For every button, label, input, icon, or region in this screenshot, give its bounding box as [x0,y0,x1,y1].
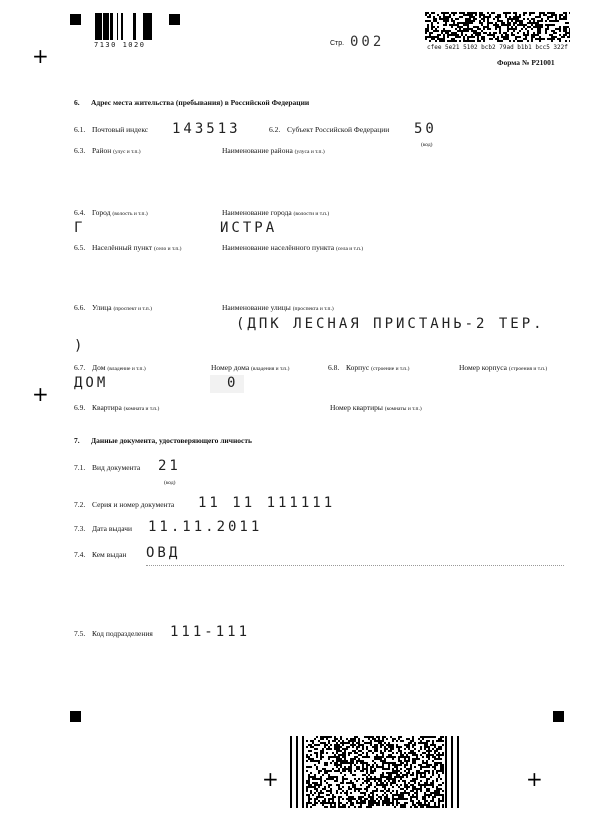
house-number-label: Номер дома (владения и т.п.) [211,363,290,372]
subject-label: Субъект Российской Федерации [287,125,390,134]
city-num: 6.4. [74,208,86,217]
doc-type-code-note: (код) [164,480,176,486]
corner-marker-top-mid [169,14,180,25]
corner-marker-top-left [70,14,81,25]
building-num: 6.8. [328,363,340,372]
postal-num: 6.1. [74,125,86,134]
street-name-field-line1[interactable]: (ДПК ЛЕСНАЯ ПРИСТАНЬ-2 ТЕР. [236,316,545,332]
subject-code-note: (код) [421,142,433,148]
doc-type-num: 7.1. [74,463,86,472]
city-name-field[interactable]: ИСТРА [220,220,278,236]
building-label: Корпус (строение и т.п.) [346,363,410,372]
issued-by-dotted-line [146,565,564,566]
registration-cross-mid-left: + [32,382,49,406]
street-label: Улица (проспект и т.п.) [92,303,152,312]
doc-type-label: Вид документа [92,463,141,472]
apartment-number-label: Номер квартиры (комнаты и т.п.) [330,403,422,412]
section-6-title: Адрес места жительства (пребывания) в Российской Федерации [91,98,310,107]
section-7-title: Данные документа, удостоверяющего личность [91,436,253,445]
series-num: 7.2. [74,500,86,509]
settlement-label: Населённый пункт (село и т.п.) [92,243,182,252]
district-label: Район (улус и т.п.) [92,146,141,155]
page-label: Стр. [330,40,345,47]
linear-barcode [92,13,154,40]
division-code-num: 7.5. [74,629,86,638]
doc-type-field[interactable]: 21 [158,458,181,474]
issue-date-num: 7.3. [74,524,86,533]
postal-label: Почтовый индекс [92,125,149,134]
house-type-field[interactable]: ДОМ [74,375,109,391]
street-name-field-line2[interactable]: ) [74,338,86,354]
section-6-number: 6. [74,98,80,107]
apartment-num: 6.9. [74,403,86,412]
issued-by-num: 7.4. [74,550,86,559]
issued-by-label: Кем выдан [92,550,127,559]
matrix-hex-code: cfee 5e21 5102 bcb2 79ad b1b1 bcc5 322f [427,44,568,51]
subject-num: 6.2. [269,125,281,134]
issue-date-label: Дата выдачи [92,524,133,533]
city-name-label: Наименование города (волости и т.п.) [222,208,330,217]
house-label: Дом (владение и т.п.) [92,363,146,372]
apartment-label: Квартира (комната и т.п.) [92,403,160,412]
building-number-label: Номер корпуса (строения и т.п.) [459,363,548,372]
street-name-label: Наименование улицы (проспекта и т.п.) [222,303,334,312]
page-number: 002 [350,34,385,50]
corner-marker-bottom-left [70,711,81,722]
division-code-field[interactable]: 111-111 [170,624,251,640]
bottom-matrix-code [290,736,460,808]
section-7-number: 7. [74,436,80,445]
series-field[interactable]: 11 11 111111 [198,495,336,511]
corner-marker-bottom-right [553,711,564,722]
settlement-num: 6.5. [74,243,86,252]
city-label: Город (волость и т.п.) [92,208,148,217]
house-num: 6.7. [74,363,86,372]
house-number-field[interactable]: 0 [227,375,239,391]
form-label: Форма № Р21001 [497,58,555,67]
district-name-label: Наименование района (улуса и т.п.) [222,146,325,155]
division-code-label: Код подразделения [92,629,153,638]
top-matrix-code [425,12,570,42]
city-type-field[interactable]: Г [74,220,86,236]
registration-cross-top-left: + [32,44,49,68]
issue-date-field[interactable]: 11.11.2011 [148,519,263,535]
registration-cross-bottom-mid: + [262,767,279,791]
barcode-number: 7130 1020 [94,41,146,49]
series-label: Серия и номер документа [92,500,175,509]
street-num: 6.6. [74,303,86,312]
postal-index-field[interactable]: 143513 [172,121,241,137]
subject-code-field[interactable]: 50 [414,121,437,137]
district-num: 6.3. [74,146,86,155]
issued-by-field[interactable]: ОВД [146,545,181,561]
settlement-name-label: Наименование населённого пункта (села и т.п.) [222,243,364,252]
registration-cross-bottom-right: + [526,767,543,791]
